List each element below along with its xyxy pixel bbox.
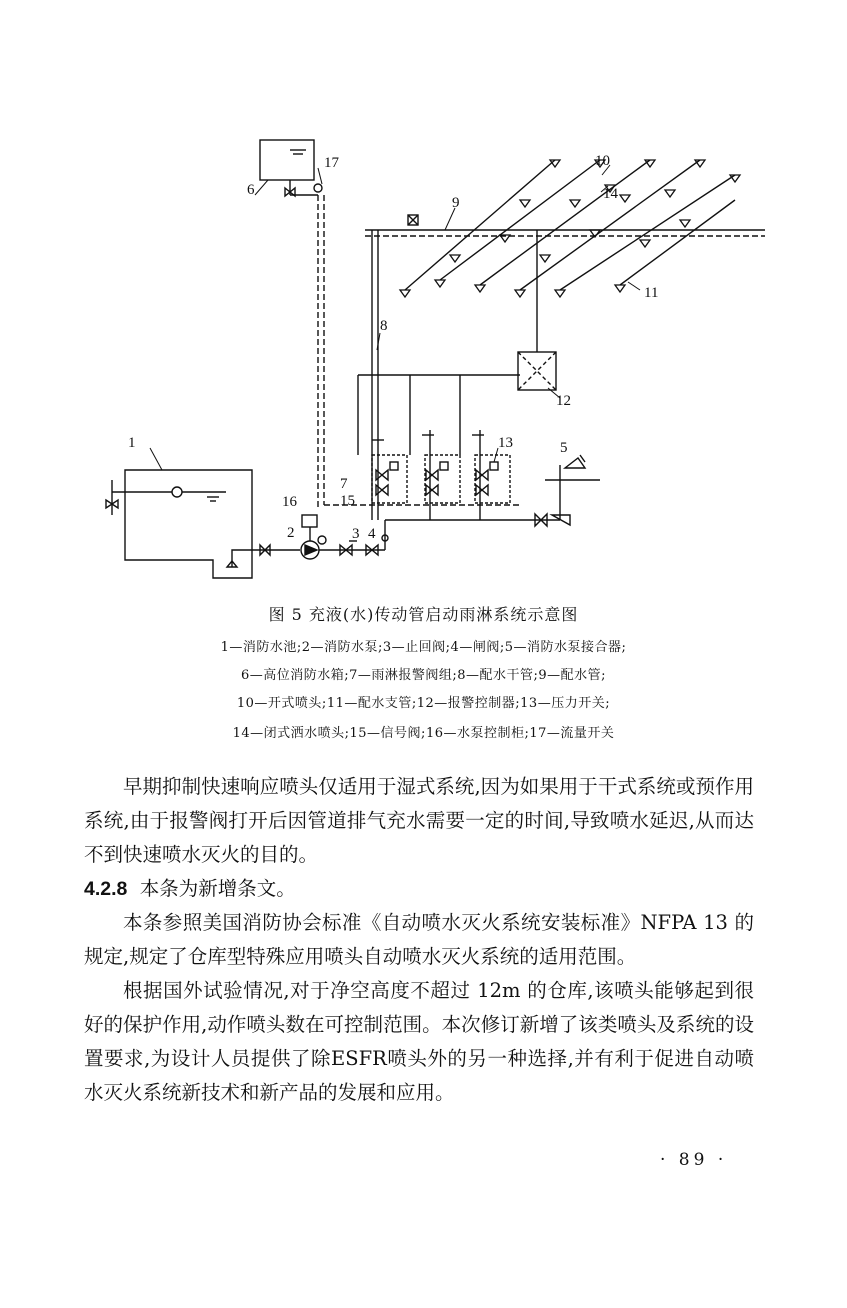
label-12: 12 xyxy=(556,393,571,409)
label-1: 1 xyxy=(128,435,136,451)
label-5: 5 xyxy=(560,440,568,456)
label-6: 6 xyxy=(247,182,255,198)
figure-title: 图 5 充液(水)传动管启动雨淋系统示意图 xyxy=(268,605,579,624)
clause-number: 4.2.8 xyxy=(84,878,128,900)
label-9: 9 xyxy=(452,195,460,211)
label-7: 7 xyxy=(340,476,348,492)
label-11: 11 xyxy=(644,285,659,301)
label-8: 8 xyxy=(380,318,388,334)
label-17: 17 xyxy=(324,155,339,171)
body-text xyxy=(84,770,754,1110)
clause-heading xyxy=(84,872,754,906)
label-3: 3 xyxy=(352,526,360,542)
clause-text: 本条为新增条文。 xyxy=(139,877,296,900)
figure-legend-line-4: 14—闭式洒水喷头;15—信号阀;16—水泵控制柜;17—流量开关 xyxy=(232,726,615,741)
label-2: 2 xyxy=(287,525,295,541)
label-13: 13 xyxy=(498,435,513,451)
label-16: 16 xyxy=(282,494,297,510)
sprinkler-system-diagram xyxy=(0,0,847,600)
figure-legend-line-3: 10—开式喷头;11—配水支管;12—报警控制器;13—压力开关; xyxy=(236,696,611,711)
label-14: 14 xyxy=(603,186,618,202)
figure-legend-line-1: 1—消防水池;2—消防水泵;3—止回阀;4—闸阀;5—消防水泵接合器; xyxy=(220,640,627,655)
paragraph-2: 本条参照美国消防协会标准《自动喷水灭火系统安装标准》NFPA 13 的规定,规定了仓库型特殊应用喷头自动喷水灭火系统的适用范围。 xyxy=(84,911,754,968)
page-number: · 89 · xyxy=(660,1150,728,1170)
paragraph-1: 早期抑制快速响应喷头仅适用于湿式系统,因为如果用于干式系统或预作用系统,由于报警阀打开后因管道排气充水需要一定的时间,导致喷水延迟,从而达不到快速喷水灭火的目的。 xyxy=(84,775,754,866)
figure-legend-line-2: 6—高位消防水箱;7—雨淋报警阀组;8—配水干管;9—配水管; xyxy=(240,668,607,683)
paragraph-3: 根据国外试验情况,对于净空高度不超过 12m 的仓库,该喷头能够起到很好的保护作用,动作喷头数在可控制范围。本次修订新增了该类喷头及系统的设置要求,为设计人员提供了除ESFR喷头外的另一种选择,并有利于促进自动喷水灭火系统新技术和新产品的发展和应用。 xyxy=(84,979,754,1104)
label-4: 4 xyxy=(368,526,376,542)
label-15: 15 xyxy=(340,493,355,509)
label-10: 10 xyxy=(595,153,610,169)
